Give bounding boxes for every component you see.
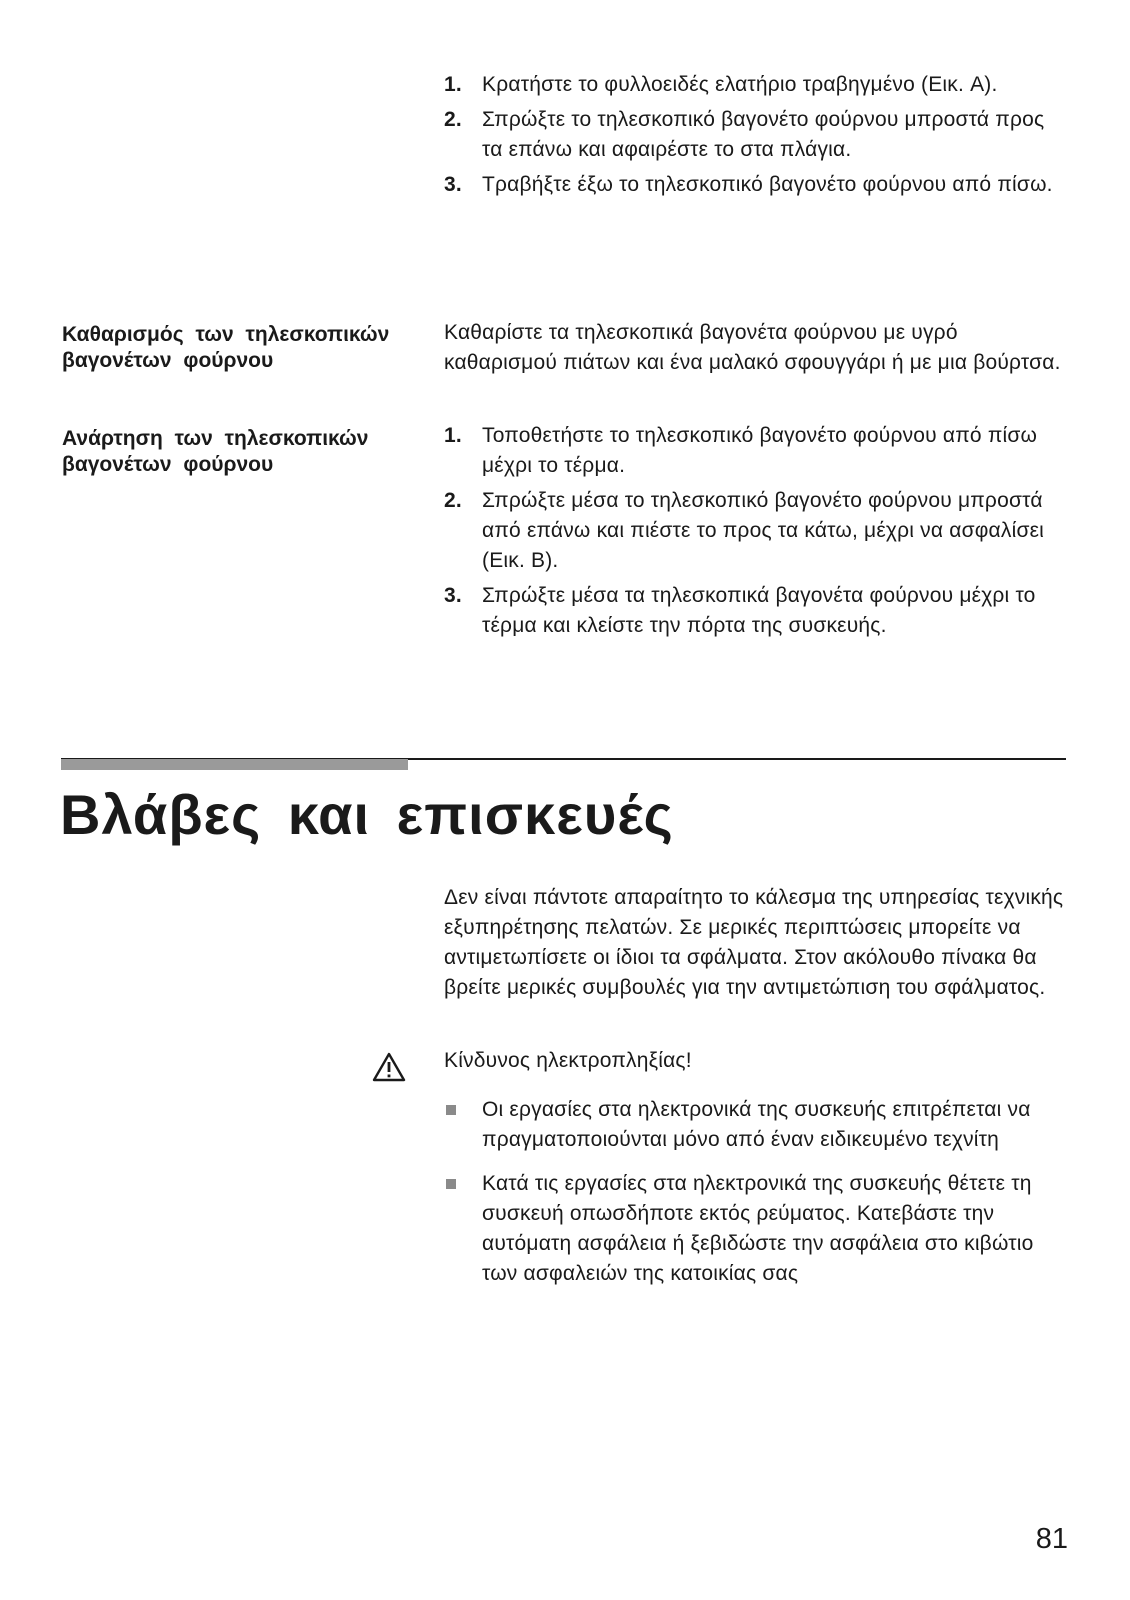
step-number: 2. (444, 489, 462, 512)
step-number: 3. (444, 584, 462, 607)
mounting-heading: Ανάρτηση των τηλεσκοπικών βαγονέτων φούρνου (62, 427, 369, 476)
list-item (444, 1169, 1064, 1289)
faults-intro: Δεν είναι πάντοτε απαραίτητο το κάλεσμα της υπηρεσίας τεχνικής εξυπηρέτησης πελατών. Σε μερικές περιπτώσεις μπορείτε να αντιμετωπίσετε οι ίδιοι τα σφάλματα. Στον ακόλουθο πίνακα θα βρείτε μερικές συμβουλές για την αντιμετώπιση του σφάλματος. (444, 886, 1064, 999)
step-text: Κρατήστε το φυλλοειδές ελατήριο τραβηγμένο (Εικ. A). (482, 73, 998, 96)
list-item (444, 70, 1064, 100)
step-text: Τοποθετήστε το τηλεσκοπικό βαγονέτο φούρνου από πίσω μέχρι το τέρμα. (482, 424, 1038, 477)
step-text: Σπρώξτε μέσα τα τηλεσκοπικά βαγονέτα φούρνου μέχρι το τέρμα και κλείστε την πόρτα της συσκευής. (482, 584, 1036, 637)
step-text: Σπρώξτε το τηλεσκοπικό βαγονέτο φούρνου μπροστά προς τα επάνω και αφαιρέστε το στα πλάγια. (482, 108, 1045, 161)
cleaning-text: Καθαρίστε τα τηλεσκοπικά βαγονέτα φούρνου με υγρό καθαρισμού πιάτων και ένα μαλακό σφουγγάρι ή με μια βούρτσα. (444, 321, 1061, 374)
list-item (444, 170, 1064, 200)
list-item (444, 1095, 1064, 1155)
mounting-steps-list (444, 421, 1064, 646)
bullet-text: Οι εργασίες στα ηλεκτρονικά της συσκευής επιτρέπεται να πραγματοποιούνται μόνο από έναν ειδικευμένο τεχνίτη (482, 1098, 1031, 1151)
warning-text: Κίνδυνος ηλεκτροπληξίας! (444, 1049, 692, 1072)
page-number: 81 (1035, 1523, 1068, 1555)
list-item (444, 421, 1064, 481)
removal-steps-list (444, 70, 1064, 205)
cleaning-heading: Καθαρισμός των τηλεσκοπικών βαγονέτων φούρνου (62, 323, 390, 372)
step-number: 1. (444, 424, 462, 447)
step-number: 2. (444, 108, 462, 131)
bullet-square-icon (446, 1179, 456, 1189)
step-text: Σπρώξτε μέσα το τηλεσκοπικό βαγονέτο φούρνου μπροστά από επάνω και πιέστε το προς τα κάτω, μέχρι να ασφαλίσει (Εικ. B). (482, 489, 1045, 572)
step-number: 3. (444, 173, 462, 196)
bullet-text: Κατά τις εργασίες στα ηλεκτρονικά της συσκευής θέτετε τη συσκευή οπωσδήποτε εκτός ρεύματος. Κατεβάστε την αυτόματη ασφάλεια ή ξεβιδώστε την ασφάλεια στο κιβώτιο των ασφαλειών της κατοικίας σας (482, 1172, 1034, 1285)
warning-bullets (444, 1095, 1064, 1303)
list-item (444, 581, 1064, 641)
section-title: Βλάβες και επισκευές (60, 783, 674, 846)
warning-triangle-icon (372, 1052, 406, 1082)
bullet-square-icon (446, 1105, 456, 1115)
step-number: 1. (444, 73, 462, 96)
step-text: Τραβήξτε έξω το τηλεσκοπικό βαγονέτο φούρνου από πίσω. (482, 173, 1053, 196)
section-rule-accent (61, 759, 408, 770)
list-item (444, 486, 1064, 576)
list-item (444, 105, 1064, 165)
